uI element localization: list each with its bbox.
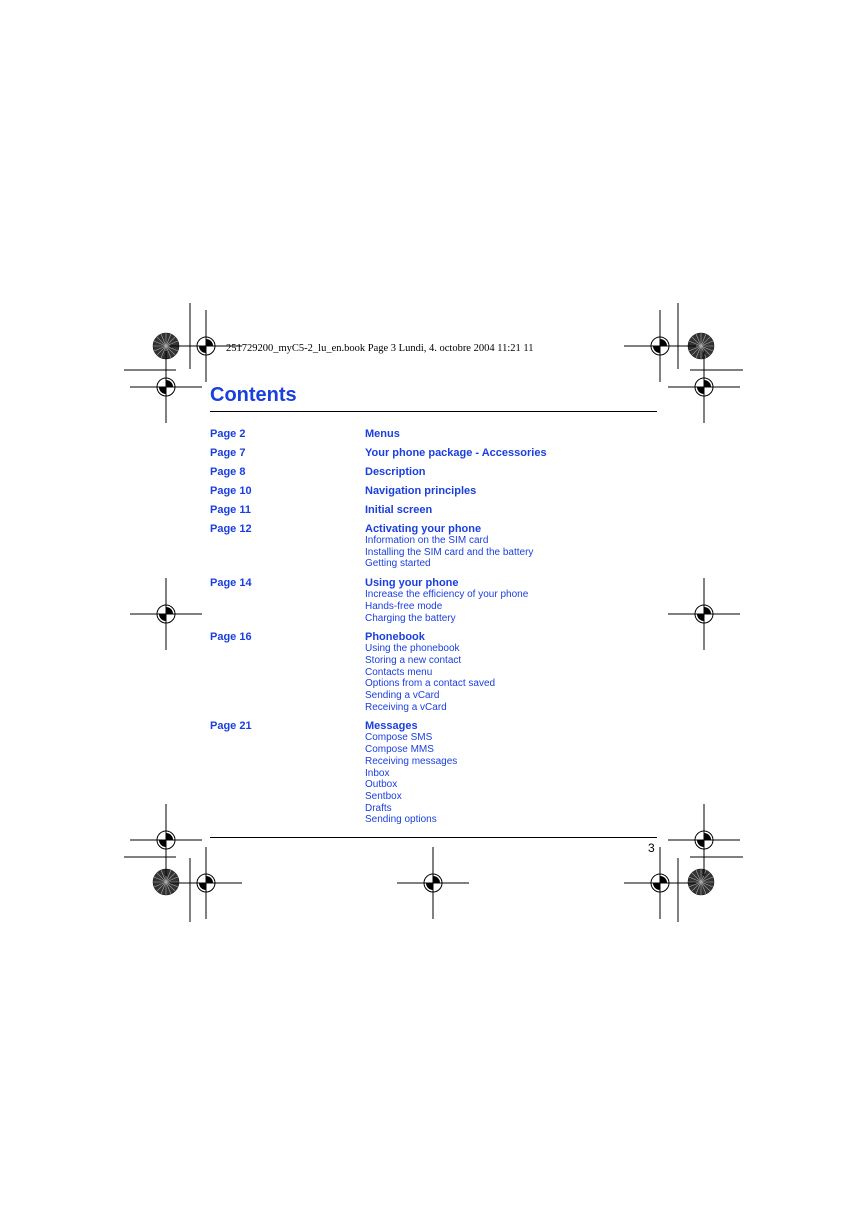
title-rule (210, 411, 657, 412)
toc-page-ref[interactable]: Page 16 (210, 631, 252, 644)
toc-heading[interactable]: Messages (365, 720, 418, 733)
toc-heading[interactable]: Using your phone (365, 577, 459, 590)
toc-subitem[interactable]: Sending a vCard (365, 690, 440, 702)
toc-heading[interactable]: Description (365, 466, 426, 478)
toc-subitem[interactable]: Contacts menu (365, 666, 433, 678)
toc-subitem[interactable]: Receiving a vCard (365, 701, 447, 713)
toc-entry-body (365, 447, 660, 459)
toc-entry-body (365, 466, 660, 478)
toc-entry (210, 577, 660, 624)
toc-subitem[interactable]: Storing a new contact (365, 654, 462, 666)
toc-subitem[interactable]: Hands-free mode (365, 600, 443, 612)
toc-page-ref[interactable]: Page 2 (210, 428, 246, 440)
toc-heading[interactable]: Initial screen (365, 504, 433, 516)
toc-subitem[interactable]: Inbox (365, 767, 390, 779)
toc-entry (210, 447, 660, 459)
toc-entry-body (365, 504, 660, 516)
toc-subitem[interactable]: Drafts (365, 802, 392, 814)
toc-page-ref[interactable]: Page 11 (210, 504, 251, 516)
toc-entry-body (365, 523, 660, 570)
toc-subitem[interactable]: Getting started (365, 558, 431, 570)
toc-page-ref[interactable]: Page 10 (210, 485, 252, 497)
toc-subitem[interactable]: Sending options (365, 814, 437, 826)
toc-entry (210, 720, 660, 826)
toc-subitem[interactable]: Increase the efficiency of your phone (365, 589, 529, 601)
toc-page-ref[interactable]: Page 7 (210, 447, 246, 459)
file-slug: 251729200_myC5-2_lu_en.book Page 3 Lundi, 4. octobre 2004 11:21 11 (226, 343, 534, 354)
toc-page-ref[interactable]: Page 12 (210, 523, 252, 535)
toc-subitem[interactable]: Options from a contact saved (365, 678, 496, 690)
toc-subitem[interactable]: Receiving messages (365, 755, 458, 767)
toc-subitem[interactable]: Charging the battery (365, 612, 456, 624)
toc-entry (210, 523, 660, 570)
toc-heading[interactable]: Activating your phone (365, 523, 482, 535)
toc-page-ref[interactable]: Page 21 (210, 720, 252, 733)
toc-entry-body (365, 720, 660, 826)
toc-entry (210, 485, 660, 497)
toc-subitem[interactable]: Using the phonebook (365, 643, 460, 655)
toc-subitem[interactable]: Compose SMS (365, 732, 433, 744)
toc-heading[interactable]: Menus (365, 428, 400, 440)
toc-heading[interactable]: Navigation principles (365, 485, 477, 497)
toc-entry-body (365, 631, 660, 713)
toc-entry-body (365, 577, 660, 624)
toc-entry (210, 504, 660, 516)
page-number: 3 (648, 841, 655, 855)
toc-entry-body (365, 428, 660, 440)
toc-entry (210, 466, 660, 478)
toc-page-ref[interactable]: Page 8 (210, 466, 246, 478)
toc-page-ref[interactable]: Page 14 (210, 577, 252, 590)
toc-heading[interactable]: Your phone package - Accessories (365, 447, 547, 459)
toc-subitem[interactable]: Information on the SIM card (365, 535, 489, 546)
toc-heading[interactable]: Phonebook (365, 631, 425, 644)
table-of-contents (210, 428, 660, 833)
toc-entry (210, 428, 660, 440)
toc-entry (210, 631, 660, 713)
footer-rule (210, 837, 657, 838)
page-title: Contents (210, 384, 297, 406)
toc-subitem[interactable]: Installing the SIM card and the battery (365, 546, 534, 558)
toc-subitem[interactable]: Compose MMS (365, 744, 434, 756)
toc-subitem[interactable]: Sentbox (365, 790, 402, 802)
toc-entry-body (365, 485, 660, 497)
toc-subitem[interactable]: Outbox (365, 779, 398, 791)
